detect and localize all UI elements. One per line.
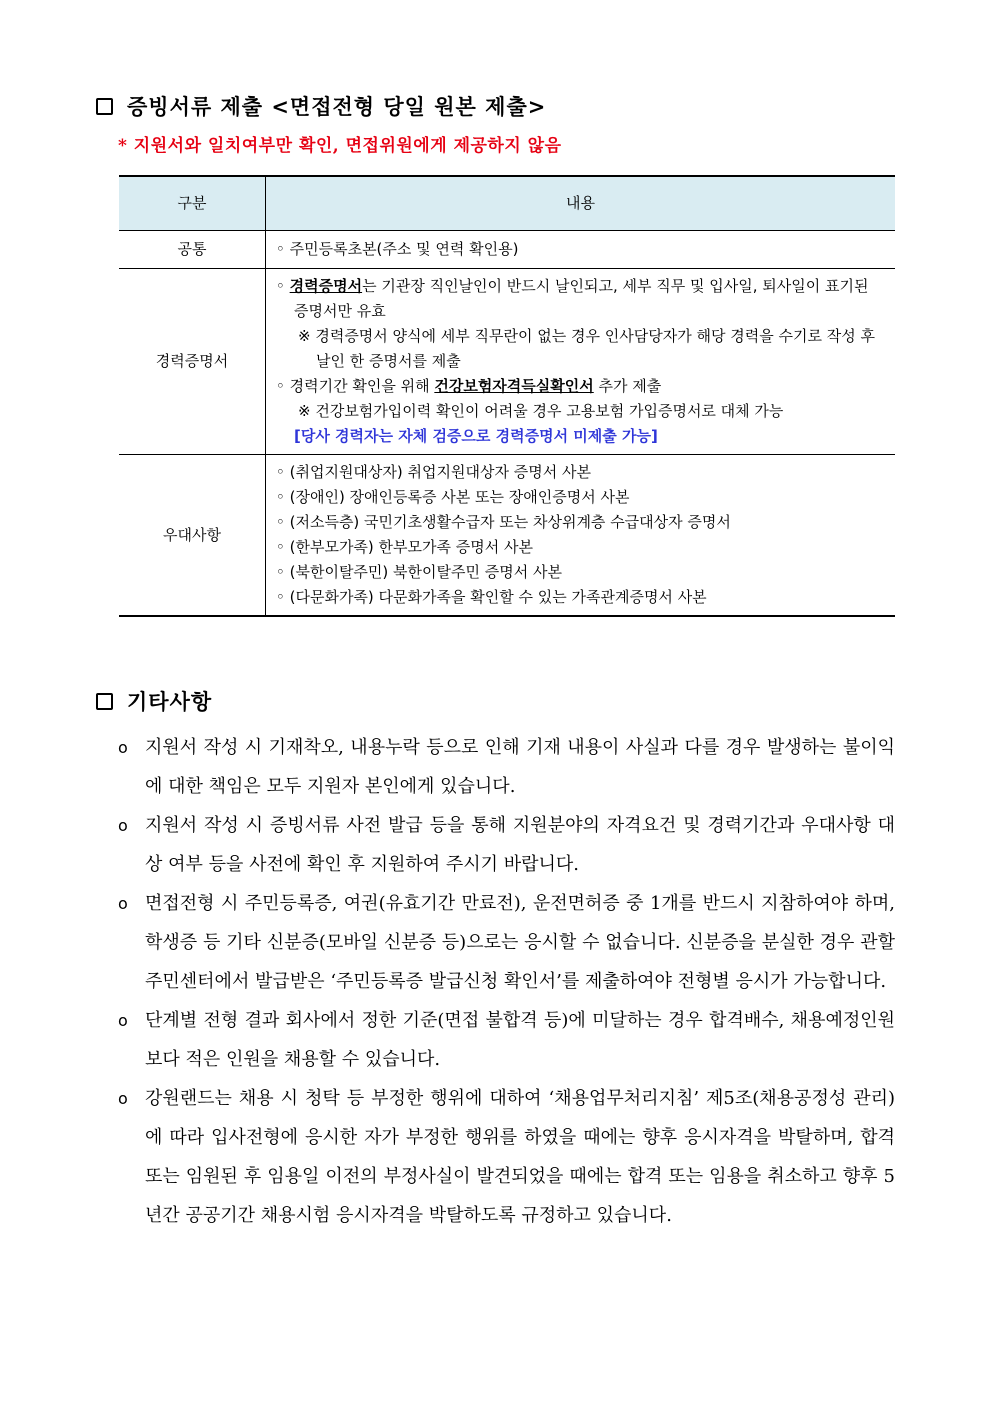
- table-row: [119, 231, 895, 269]
- header-category: 구분: [119, 176, 266, 231]
- bullet-marker: o: [118, 1011, 128, 1030]
- row-content: [266, 455, 896, 617]
- section-title: 증빙서류 제출 <면접전형 당일 원본 제출>: [127, 94, 547, 119]
- emphasis-text: 건강보험자격득실확인서: [434, 377, 594, 395]
- list-item: [118, 1079, 895, 1235]
- list-item: ◦ (다문화가족) 다문화가족을 확인할 수 있는 가족관계증명서 사본: [276, 588, 707, 606]
- list-item: ◦ (장애인) 장애인등록증 사본 또는 장애인증명서 사본: [276, 488, 630, 506]
- notice-text: * 지원서와 일치여부만 확인, 면접위원에게 제공하지 않음: [118, 136, 562, 156]
- item-text: 는 기관장 직인날인이 반드시 날인되고, 세부 직무 및 입사일, 퇴사일이 표기된 증명서만 유효: [294, 277, 869, 320]
- section-title: 기타사항: [127, 689, 213, 714]
- bullet-marker: o: [118, 894, 128, 913]
- note-item: ※ 건강보험가입이력 확인이 어려울 경우 고용보험 가입증명서로 대체 가능: [298, 402, 784, 420]
- bullet-marker: o: [118, 1089, 128, 1108]
- item-text: 면접전형 시 주민등록증, 여권(유효기간 만료전), 운전면허증 중 1개를 반드시 지참하여야 하며, 학생증 등 기타 신분증(모바일 신분증 등)으로는 응시할 수 없습니다. 신분증을 분실한 경우 관할 주민센터에서 발급받은 ‘주민등록증 발급신청 확인서’를 제출하여야 전형별 응시가 가능합니다.: [145, 893, 895, 992]
- item-text: 지원서 작성 시 기재착오, 내용누락 등으로 인해 기재 내용이 사실과 다를 경우 발생하는 불이익에 대한 책임은 모두 지원자 본인에게 있습니다.: [145, 737, 895, 797]
- table-row: [119, 455, 895, 617]
- section-heading-documents: [96, 91, 546, 121]
- list-item: [118, 884, 895, 1001]
- table-header-row: [119, 176, 895, 231]
- row-label: 우대사항: [119, 455, 266, 617]
- list-item: ◦ (한부모가족) 한부모가족 증명서 사본: [276, 538, 533, 556]
- item-text: 추가 제출: [593, 377, 662, 395]
- misc-list: [118, 728, 895, 1235]
- list-item: [118, 1001, 895, 1079]
- documents-table: [119, 175, 895, 617]
- emphasis-text: 경력증명서: [289, 277, 363, 295]
- list-item: [118, 806, 895, 884]
- bullet-marker: o: [118, 738, 128, 757]
- list-item: [276, 274, 887, 324]
- list-item: [276, 374, 887, 399]
- item-text: 지원서 작성 시 증빙서류 사전 발급 등을 통해 지원분야의 자격요건 및 경력기간과 우대사항 대상 여부 등을 사전에 확인 후 지원하여 주시기 바랍니다.: [145, 815, 895, 875]
- list-item: ◦ (저소득층) 국민기초생활수급자 또는 차상위계층 수급대상자 증명서: [276, 513, 731, 531]
- list-item: ◦ (취업지원대상자) 취업지원대상자 증명서 사본: [276, 463, 591, 481]
- row-label: 공통: [119, 231, 266, 269]
- table-row: [119, 269, 895, 455]
- bullet-marker: o: [118, 816, 128, 835]
- list-item: ◦ (북한이탈주민) 북한이탈주민 증명서 사본: [276, 563, 562, 581]
- highlight-note: [당사 경력자는 자체 검증으로 경력증명서 미제출 가능]: [294, 427, 658, 445]
- list-item: [118, 728, 895, 806]
- note-item: ※ 경력증명서 양식에 세부 직무란이 없는 경우 인사담당자가 해당 경력을 수기로 작성 후 날인 한 증명서를 제출: [298, 327, 875, 370]
- row-content: [266, 269, 896, 455]
- item-text: 강원랜드는 채용 시 청탁 등 부정한 행위에 대하여 ‘채용업무처리지침’ 제5조(채용공정성 관리)에 따라 입사전형에 응시한 자가 부정한 행위를 하였을 때에는 향후 응시자격을 박탈하며, 합격 또는 임원된 후 임용일 이전의 부정사실이 발견되었을 때에는 합격 또는 임용을 취소하고 향후 5년간 공공기간 채용시험 응시자격을 박탈하도록 규정하고 있습니다.: [145, 1088, 895, 1226]
- section-heading-misc: [96, 686, 212, 716]
- row-label: 경력증명서: [119, 269, 266, 455]
- list-item: ◦ 주민등록초본(주소 및 연력 확인용): [276, 240, 519, 258]
- item-text: 단계별 전형 결과 회사에서 정한 기준(면접 불합격 등)에 미달하는 경우 합격배수, 채용예정인원 보다 적은 인원을 채용할 수 있습니다.: [145, 1010, 895, 1070]
- item-text: ◦ 경력기간 확인을 위해: [276, 377, 435, 395]
- header-content: 내용: [266, 176, 896, 231]
- bullet-prefix: ◦: [276, 277, 290, 295]
- checkbox-square-icon: [96, 98, 113, 115]
- row-content: [266, 231, 896, 269]
- checkbox-square-icon: [96, 693, 113, 710]
